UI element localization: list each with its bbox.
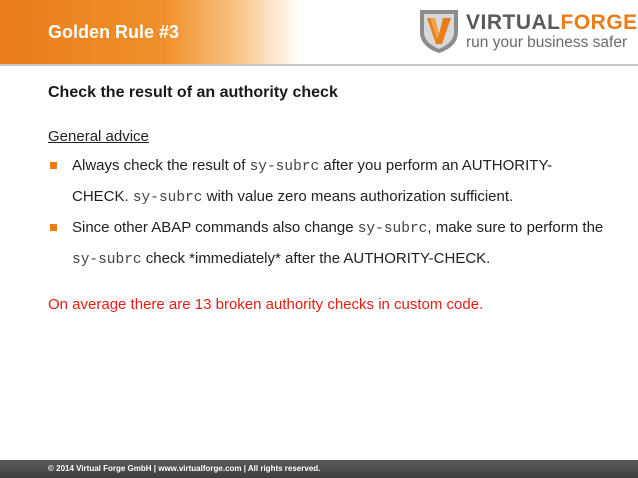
- slide-subtitle: Check the result of an authority check: [48, 84, 338, 101]
- brand-forge: FORGE: [560, 11, 638, 34]
- bullet-text: Always check the result of: [72, 157, 250, 174]
- title-bar: [0, 0, 300, 64]
- brand-tagline: run your business safer: [466, 34, 628, 51]
- code-term: sy-subrc: [132, 190, 203, 206]
- bullet-text: Since other ABAP commands also change: [72, 219, 358, 236]
- square-bullet-icon: [50, 162, 57, 169]
- highlight-note: On average there are 13 broken authority checks in custom code.: [48, 296, 484, 313]
- slide-title: Golden Rule #3: [48, 22, 180, 42]
- slide-header: [0, 0, 638, 64]
- code-term: sy-subrc: [357, 221, 428, 237]
- slide-footer: [0, 460, 638, 478]
- section-label: General advice: [48, 128, 149, 145]
- bullet-text: , make sure to perform the: [427, 219, 604, 236]
- bullet-text: after you perform an AUTHORITY-CHECK.: [72, 157, 553, 205]
- footer-copyright: © 2014 Virtual Forge GmbH | www.virtualforge.com | All rights reserved.: [48, 464, 321, 473]
- code-term: sy-subrc: [249, 159, 320, 175]
- bullet-item: [48, 151, 608, 213]
- header-divider: [0, 64, 638, 66]
- bullet-list: [48, 151, 608, 275]
- bullet-text: with value zero means authorization sufficient.: [202, 188, 514, 205]
- virtualforge-shield-icon: [418, 8, 460, 54]
- square-bullet-icon: [50, 224, 57, 231]
- bullet-item: [48, 213, 608, 275]
- brand-virtual: VIRTUAL: [466, 11, 561, 34]
- company-logo: [418, 8, 638, 56]
- bullet-text: check *immediately* after the AUTHORITY-CHECK.: [141, 250, 491, 267]
- code-term: sy-subrc: [72, 252, 142, 268]
- slide-content: [48, 84, 608, 313]
- brand-wordmark: [466, 11, 638, 35]
